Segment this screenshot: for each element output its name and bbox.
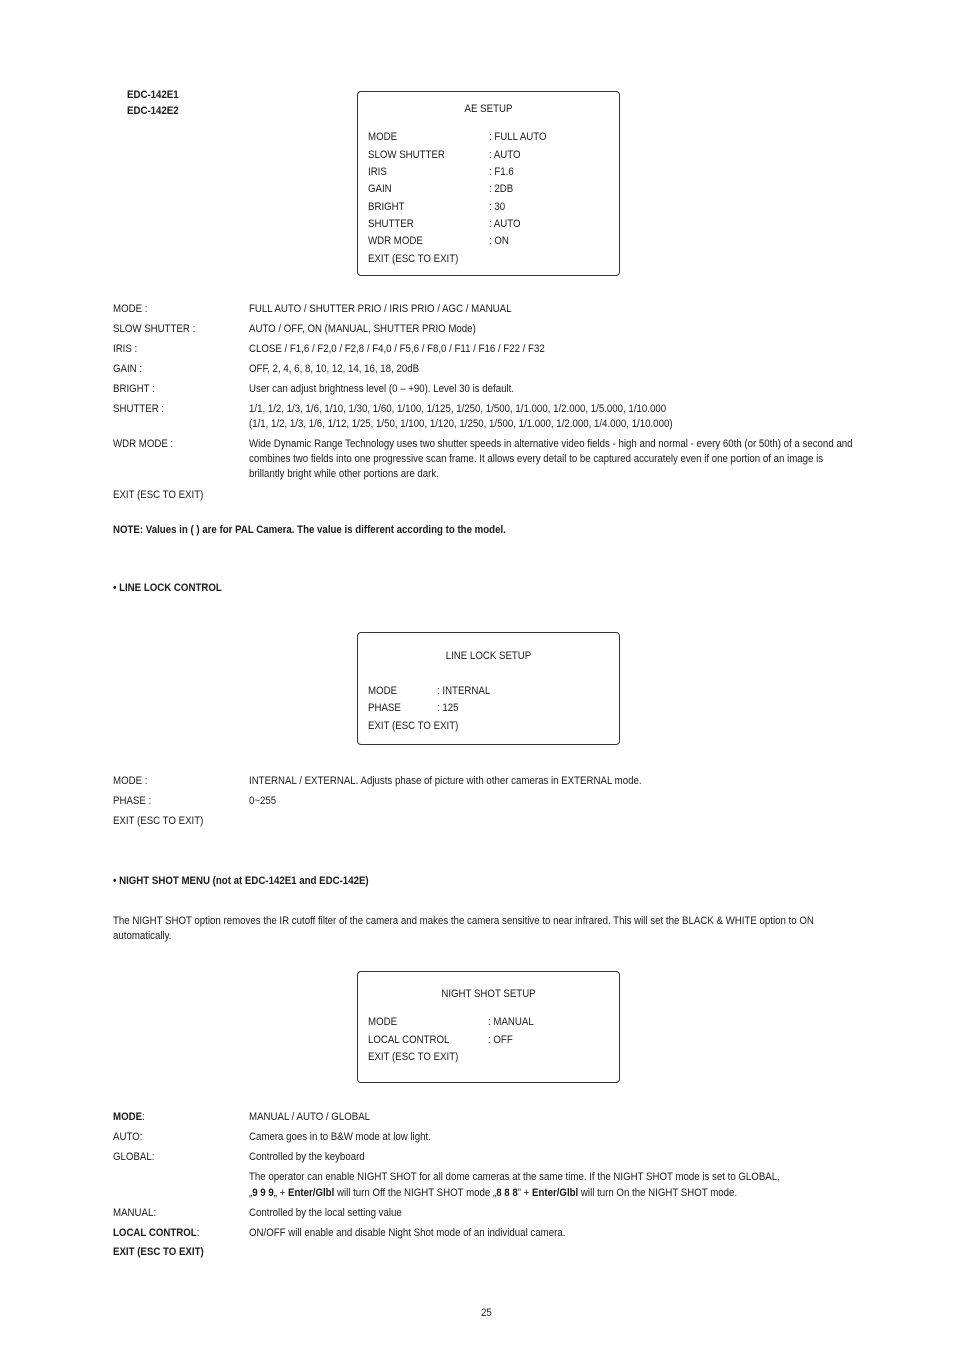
section-heading-night-shot: • NIGHT SHOT MENU (not at EDC-142E1 and EDC-142E) <box>113 875 369 887</box>
menu-exit: EXIT (ESC TO EXIT) <box>368 253 459 265</box>
plus-2: ” + <box>517 1187 532 1199</box>
desc-label-ns-local <box>113 1226 199 1241</box>
desc-label-ns-mode <box>113 1110 145 1125</box>
local-label-bold: LOCAL CONTROL <box>113 1227 197 1239</box>
mode-colon: : <box>142 1111 145 1123</box>
menu-value: : 2DB <box>489 183 514 195</box>
menu-key: SLOW SHUTTER <box>368 149 445 161</box>
desc-label-ll-mode: MODE : <box>113 775 148 787</box>
desc-value-bright: User can adjust brightness level (0 – +90). Level 30 is default. <box>249 383 515 395</box>
menu-title: LINE LOCK SETUP <box>445 650 532 662</box>
desc-label-ns-manual: MANUAL: <box>113 1207 157 1219</box>
turn-on-text: will turn On the NIGHT SHOT mode. <box>578 1187 738 1199</box>
global-note-line-1: The operator can enable NIGHT SHOT for all dome cameras at the same time. If the NIGHT SHOT mode is set to GLOBAL, <box>249 1171 780 1183</box>
desc-value-ns-global: Controlled by the keyboard <box>249 1151 365 1163</box>
desc-value-slow-shutter: AUTO / OFF, ON (MANUAL, SHUTTER PRIO Mode) <box>249 323 476 335</box>
desc-label-ns-auto: AUTO: <box>113 1131 143 1143</box>
menu-value: : MANUAL <box>488 1016 534 1028</box>
menu-title: NIGHT SHOT SETUP <box>441 988 536 1000</box>
turn-off-text: will turn Off the NIGHT SHOT mode „ <box>334 1187 497 1199</box>
menu-key: MODE <box>368 1016 398 1028</box>
desc-label-ll-exit: EXIT (ESC TO EXIT) <box>113 815 204 827</box>
model-label-2: EDC-142E2 <box>127 105 179 117</box>
desc-value-ns-manual: Controlled by the local setting value <box>249 1207 402 1219</box>
pal-note: NOTE: Values in ( ) are for PAL Camera. The value is different according to the model. <box>113 524 506 536</box>
desc-label-wdr: WDR MODE : <box>113 438 174 450</box>
menu-value: : INTERNAL <box>437 685 491 697</box>
menu-value: : 30 <box>489 201 506 213</box>
menu-key: IRIS <box>368 166 387 178</box>
desc-label-ns-global: GLOBAL: <box>113 1151 155 1163</box>
desc-value-ns-auto: Camera goes in to B&W mode at low light. <box>249 1131 431 1143</box>
line-lock-menu <box>357 632 620 745</box>
section-heading-line-lock: • LINE LOCK CONTROL <box>113 582 222 594</box>
menu-value: : F1.6 <box>489 166 514 178</box>
menu-exit: EXIT (ESC TO EXIT) <box>368 1051 459 1063</box>
mode-label-bold: MODE <box>113 1111 143 1123</box>
desc-label-shutter: SHUTTER : <box>113 403 165 415</box>
local-colon: : <box>196 1227 200 1239</box>
menu-key: WDR MODE <box>368 235 423 247</box>
desc-label-iris: IRIS : <box>113 343 138 355</box>
desc-value-gain: OFF, 2, 4, 6, 8, 10, 12, 14, 16, 18, 20dB <box>249 363 420 375</box>
desc-label-ns-exit: EXIT (ESC TO EXIT) <box>113 1246 204 1258</box>
desc-value-ns-local: ON/OFF will enable and disable Night Shot mode of an individual camera. <box>249 1227 566 1239</box>
desc-value-ns-mode: MANUAL / AUTO / GLOBAL <box>249 1111 371 1123</box>
night-shot-menu <box>357 971 620 1083</box>
desc-label-exit: EXIT (ESC TO EXIT) <box>113 489 204 501</box>
desc-value-ll-phase: 0~255 <box>249 795 277 807</box>
menu-value: : FULL AUTO <box>489 131 547 143</box>
desc-label-slow-shutter: SLOW SHUTTER : <box>113 323 196 335</box>
page-number: 25 <box>481 1307 492 1319</box>
menu-key: MODE <box>368 685 398 697</box>
menu-key: MODE <box>368 131 398 143</box>
desc-label-bright: BRIGHT : <box>113 383 155 395</box>
desc-label-gain: GAIN : <box>113 363 143 375</box>
plus-1: „ + <box>273 1187 289 1199</box>
menu-key: GAIN <box>368 183 392 195</box>
menu-value: : ON <box>489 235 509 247</box>
enter-glbl-key-1: Enter/Glbl <box>288 1187 335 1199</box>
model-label-1: EDC-142E1 <box>127 89 179 101</box>
menu-value: : AUTO <box>489 149 521 161</box>
menu-title: AE SETUP <box>464 103 513 115</box>
desc-value-wdr: Wide Dynamic Range Technology uses two shutter speeds in alternative video fields - high and normal - every 60th (or 50th) of a second and combines two fields into one progressive scan frame. It allows every detail to be captured accurately even if one portion of an image is brillantly bright while other portions are dark. <box>249 438 853 480</box>
desc-label-ll-phase: PHASE : <box>113 795 152 807</box>
quote-open: „ <box>249 1187 253 1199</box>
menu-value: : 125 <box>437 702 459 714</box>
enter-glbl-key-2: Enter/Glbl <box>531 1187 579 1199</box>
menu-exit: EXIT (ESC TO EXIT) <box>368 720 459 732</box>
code-888: 8 8 8 <box>496 1187 518 1199</box>
desc-value-mode: FULL AUTO / SHUTTER PRIO / IRIS PRIO / AGC / MANUAL <box>249 303 512 315</box>
menu-key: SHUTTER <box>368 218 414 230</box>
desc-value-ll-mode: INTERNAL / EXTERNAL. Adjusts phase of picture with other cameras in EXTERNAL mode. <box>249 775 642 787</box>
desc-value-shutter-pal: (1/1, 1/2, 1/3, 1/6, 1/12, 1/25, 1/50, 1/100, 1/120, 1/250, 1/500, 1/1.000, 1/2.000, 1/4.000, 1/10.000) <box>249 418 673 430</box>
desc-label-mode: MODE : <box>113 303 148 315</box>
night-shot-intro: The NIGHT SHOT option removes the IR cutoff filter of the camera and makes the camera sensitive to near infrared. This will set the BLACK & WHITE option to ON automatically. <box>113 915 814 942</box>
menu-key: LOCAL CONTROL <box>368 1034 450 1046</box>
menu-key: PHASE <box>368 702 401 714</box>
menu-key: BRIGHT <box>368 201 405 213</box>
desc-value-shutter-ntsc: 1/1, 1/2, 1/3, 1/6, 1/10, 1/30, 1/60, 1/100, 1/125, 1/250, 1/500, 1/1.000, 1/2.000, 1/5.000, 1/10.000 <box>249 403 667 415</box>
menu-value: : OFF <box>488 1034 513 1046</box>
menu-value: : AUTO <box>489 218 521 230</box>
ae-setup-menu <box>357 91 620 276</box>
global-note-line-2 <box>249 1186 786 1201</box>
code-999: 9 9 9 <box>252 1187 274 1199</box>
desc-value-iris: CLOSE / F1,6 / F2,0 / F2,8 / F4,0 / F5,6 / F8,0 / F11 / F16 / F22 / F32 <box>249 343 545 355</box>
